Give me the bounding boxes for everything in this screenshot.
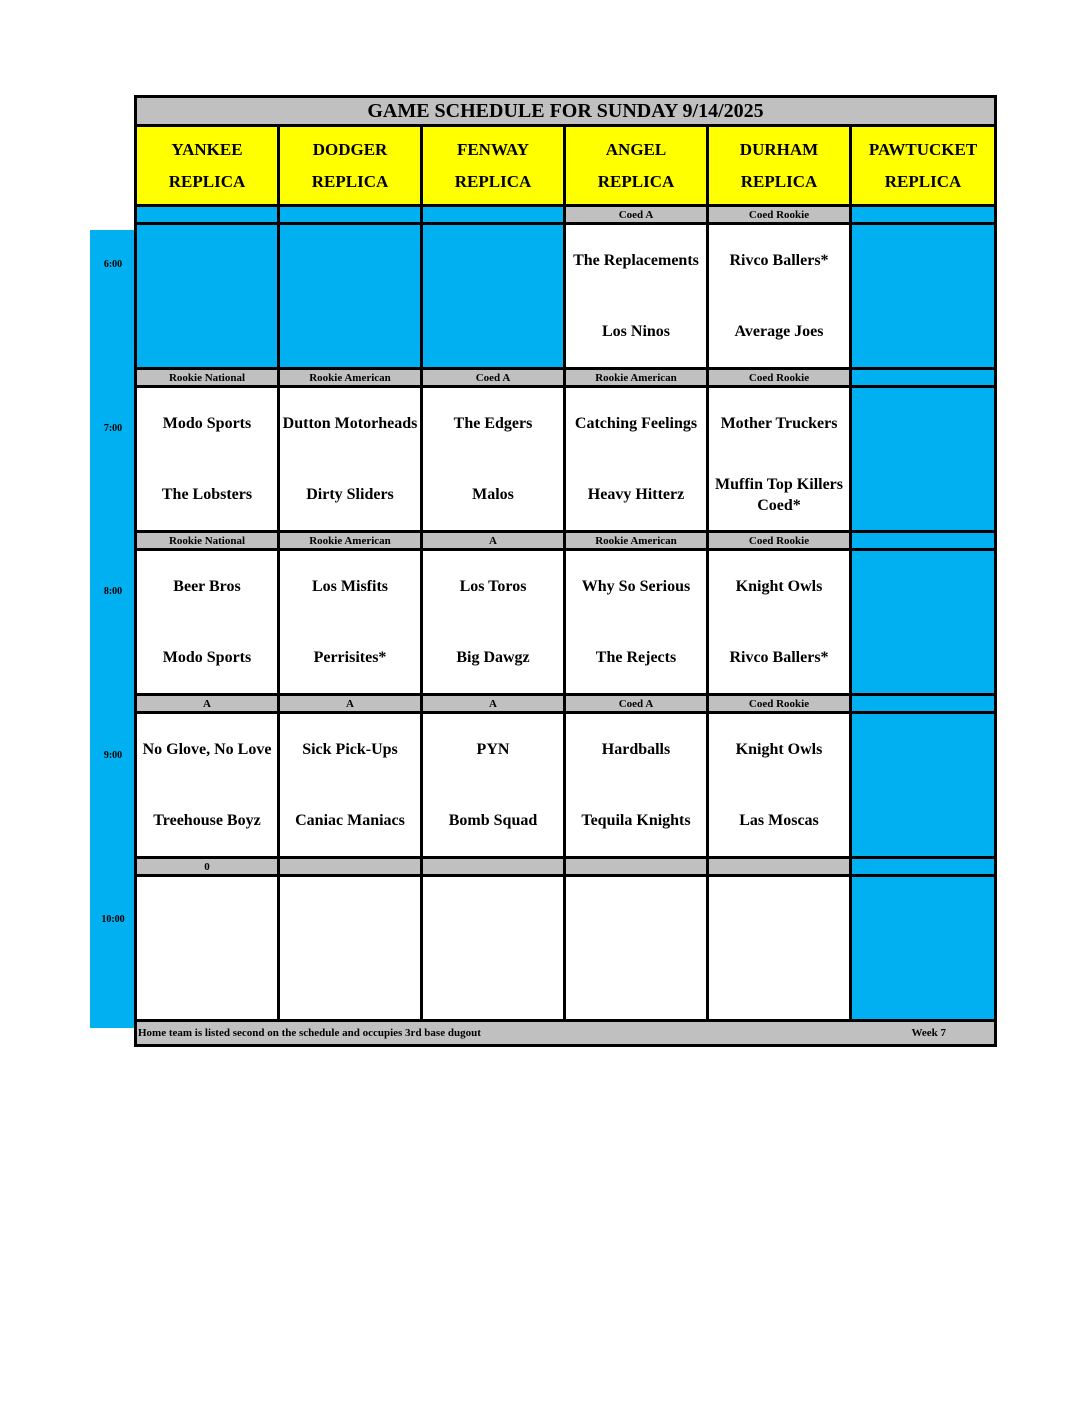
away-team: [852, 388, 994, 459]
home-team: The Lobsters: [161, 486, 253, 503]
field-type: REPLICA: [597, 171, 675, 191]
away-team: [423, 877, 563, 948]
away-team: Los Misfits: [312, 578, 388, 595]
away-team: [137, 225, 277, 296]
field-type: REPLICA: [740, 171, 818, 191]
division-label: [851, 532, 996, 550]
home-team: Heavy Hitterz: [587, 486, 685, 503]
home-team: Las Moscas: [739, 812, 819, 829]
game-cell: [708, 387, 851, 532]
division-row: [136, 369, 996, 387]
division-label: Coed Rookie: [708, 369, 851, 387]
home-team: [852, 785, 994, 856]
field-type: REPLICA: [311, 171, 389, 191]
away-team: PYN: [476, 741, 510, 758]
game-cell: [565, 387, 708, 532]
game-cell: [136, 224, 279, 369]
division-label: [851, 858, 996, 876]
division-label: Rookie American: [565, 532, 708, 550]
footer-row: [136, 1021, 996, 1046]
away-team: Modo Sports: [162, 415, 252, 432]
field-name: PAWTUCKET: [868, 139, 978, 159]
game-cell: [708, 876, 851, 1021]
home-team: Modo Sports: [162, 649, 252, 666]
division-label: [565, 858, 708, 876]
division-label: [422, 858, 565, 876]
division-label: Coed Rookie: [708, 695, 851, 713]
field-header: [279, 126, 422, 206]
home-team: Muffin Top Killers Coed*: [714, 475, 844, 514]
home-team: Rivco Ballers*: [729, 649, 829, 666]
away-team: Knight Owls: [735, 578, 823, 595]
away-team: [852, 551, 994, 622]
game-cell: [851, 876, 996, 1021]
away-team: Why So Serious: [581, 578, 691, 595]
game-cell: [565, 713, 708, 858]
field-name: DODGER: [312, 139, 388, 159]
field-header: [422, 126, 565, 206]
home-team: Perrisites*: [313, 649, 387, 666]
game-row: [136, 713, 996, 858]
schedule-table: [134, 95, 997, 1047]
game-cell: [708, 550, 851, 695]
game-cell: [565, 876, 708, 1021]
away-team: Los Toros: [459, 578, 527, 595]
away-team: Rivco Ballers*: [729, 252, 829, 269]
home-team: [852, 296, 994, 367]
division-label: A: [422, 695, 565, 713]
home-team: Average Joes: [734, 323, 824, 340]
game-cell: [279, 224, 422, 369]
away-team: Catching Feelings: [574, 415, 698, 432]
time-label: 6:00: [103, 259, 123, 270]
division-label: A: [136, 695, 279, 713]
away-team: No Glove, No Love: [142, 741, 272, 758]
game-cell: [279, 550, 422, 695]
week-label: Week 7: [911, 1027, 946, 1039]
home-team: Treehouse Boyz: [153, 812, 261, 829]
home-team: Bomb Squad: [448, 812, 538, 829]
home-team: [566, 948, 706, 1019]
home-team: [852, 622, 994, 693]
division-label: [279, 206, 422, 224]
home-team: Dirty Sliders: [306, 486, 394, 503]
division-label: Rookie National: [136, 369, 279, 387]
division-label: Coed A: [422, 369, 565, 387]
away-team: [852, 225, 994, 296]
field-header: [851, 126, 996, 206]
home-team: Tequila Knights: [581, 812, 691, 829]
game-row: [136, 387, 996, 532]
away-team: [852, 714, 994, 785]
game-cell: [136, 876, 279, 1021]
field-name: DURHAM: [739, 139, 819, 159]
home-team: [852, 948, 994, 1019]
away-team: Dutton Motorheads: [282, 415, 418, 432]
field-name: FENWAY: [456, 139, 530, 159]
division-label: [851, 695, 996, 713]
away-team: [566, 877, 706, 948]
division-label: [279, 858, 422, 876]
game-cell: [136, 550, 279, 695]
away-team: Hardballs: [601, 741, 671, 758]
division-row: [136, 695, 996, 713]
game-cell: [422, 713, 565, 858]
away-team: Knight Owls: [735, 741, 823, 758]
away-team: [280, 225, 420, 296]
time-label: 9:00: [103, 750, 123, 761]
game-cell: [708, 224, 851, 369]
home-team: [709, 948, 849, 1019]
field-type: REPLICA: [168, 171, 246, 191]
game-cell: [851, 224, 996, 369]
time-sidebar: [90, 230, 136, 1028]
division-label: Coed A: [565, 206, 708, 224]
game-cell: [422, 550, 565, 695]
field-header: [136, 126, 279, 206]
division-label: [136, 206, 279, 224]
field-header: [565, 126, 708, 206]
game-cell: [565, 224, 708, 369]
game-cell: [708, 713, 851, 858]
field-type: REPLICA: [454, 171, 532, 191]
away-team: Beer Bros: [173, 578, 241, 595]
game-row: [136, 224, 996, 369]
game-row: [136, 876, 996, 1021]
game-cell: [279, 387, 422, 532]
home-team: Big Dawgz: [456, 649, 530, 666]
field-header-row: [136, 126, 996, 206]
home-team: Caniac Maniacs: [295, 812, 405, 829]
away-team: [709, 877, 849, 948]
division-label: [851, 369, 996, 387]
away-team: Mother Truckers: [720, 415, 838, 432]
home-team-note: Home team is listed second on the schedule and occupies 3rd base dugout: [138, 1027, 481, 1039]
division-label: [708, 858, 851, 876]
home-team: [280, 296, 420, 367]
game-cell: [422, 876, 565, 1021]
away-team: [137, 877, 277, 948]
home-team: [423, 296, 563, 367]
game-row: [136, 550, 996, 695]
division-label: Rookie American: [279, 532, 422, 550]
home-team: [137, 296, 277, 367]
away-team: The Replacements: [573, 252, 699, 269]
game-cell: [565, 550, 708, 695]
time-label: 8:00: [103, 586, 123, 597]
division-label: 0: [136, 858, 279, 876]
field-header: [708, 126, 851, 206]
home-team: [852, 459, 994, 530]
division-label: A: [279, 695, 422, 713]
footer-bar: [136, 1021, 996, 1046]
division-label: Coed A: [565, 695, 708, 713]
away-team: [852, 877, 994, 948]
game-cell: [422, 387, 565, 532]
field-name: YANKEE: [171, 139, 243, 159]
division-label: Rookie American: [279, 369, 422, 387]
division-label: A: [422, 532, 565, 550]
game-cell: [136, 713, 279, 858]
away-team: [280, 877, 420, 948]
division-row: [136, 532, 996, 550]
field-name: ANGEL: [605, 139, 667, 159]
schedule-title: GAME SCHEDULE FOR SUNDAY 9/14/2025: [136, 97, 996, 126]
home-team: [137, 948, 277, 1019]
division-label: Coed Rookie: [708, 532, 851, 550]
game-cell: [851, 550, 996, 695]
time-label: 10:00: [101, 914, 125, 925]
game-cell: [422, 224, 565, 369]
game-cell: [136, 387, 279, 532]
away-team: [423, 225, 563, 296]
home-team: Los Ninos: [601, 323, 671, 340]
division-label: Rookie National: [136, 532, 279, 550]
home-team: [280, 948, 420, 1019]
game-cell: [279, 713, 422, 858]
division-label: Coed Rookie: [708, 206, 851, 224]
away-team: Sick Pick-Ups: [302, 741, 398, 758]
game-cell: [851, 387, 996, 532]
away-team: The Edgers: [453, 415, 533, 432]
field-type: REPLICA: [884, 171, 962, 191]
home-team: The Rejects: [595, 649, 677, 666]
game-cell: [279, 876, 422, 1021]
game-cell: [851, 713, 996, 858]
division-label: [851, 206, 996, 224]
home-team: [423, 948, 563, 1019]
home-team: Malos: [472, 486, 514, 503]
division-row: [136, 858, 996, 876]
division-label: [422, 206, 565, 224]
division-label: Rookie American: [565, 369, 708, 387]
time-label: 7:00: [103, 423, 123, 434]
division-row: [136, 206, 996, 224]
